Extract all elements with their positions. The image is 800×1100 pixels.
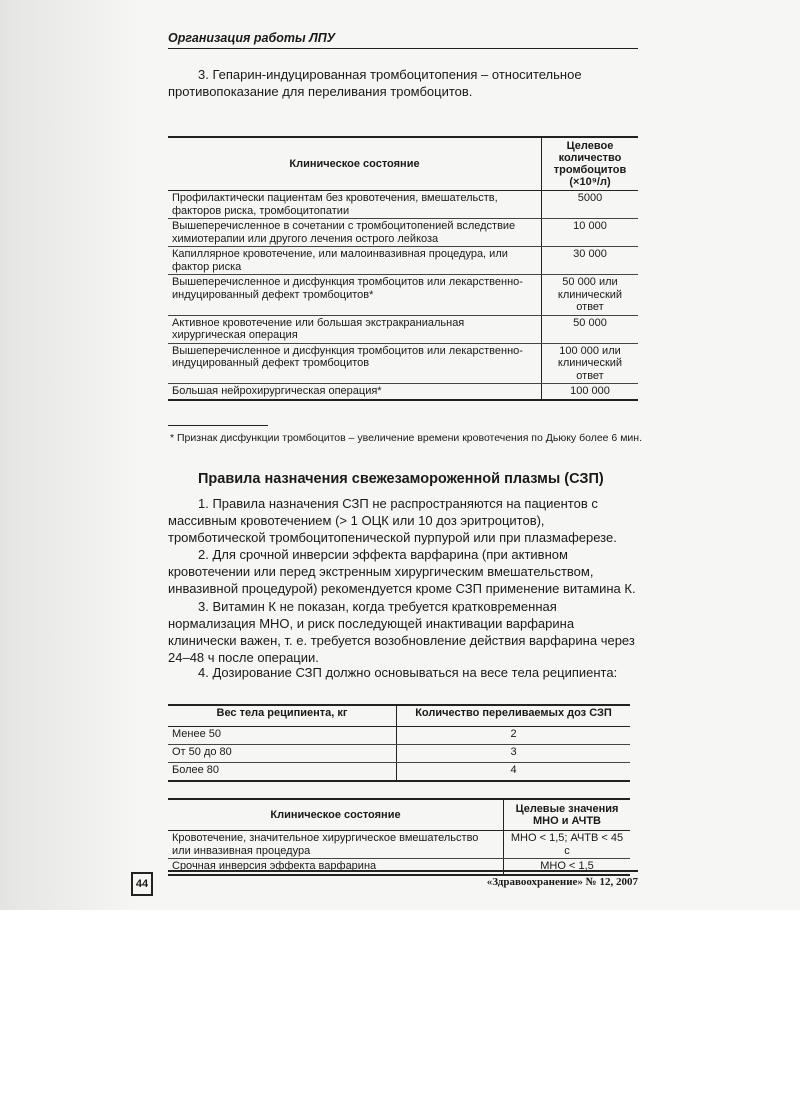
target-cell: 5000 (542, 191, 639, 219)
footnote-divider (168, 425, 268, 426)
running-header: Организация работы ЛПУ (168, 28, 638, 49)
table-row (168, 343, 638, 384)
target-cell: 100 000 или клинический ответ (542, 343, 639, 384)
condition-cell: Вышеперечисленное и дисфункция тромбоцитов или лекарственно-индуцированный дефект тромбоцитов (168, 343, 542, 384)
platelet-target-table (168, 136, 638, 401)
page-number: 44 (131, 872, 153, 896)
paragraph-2: 2. Для срочной инверсии эффекта варфарина (при активном кровотечении или перед экстренным хирургическим вмешательством, инвазивной процедурой) рекомендуется кроме СЗП применение витамина К. (168, 547, 636, 596)
weight-cell: От 50 до 80 (168, 745, 397, 763)
condition-cell: Большая нейрохирургическая операция* (172, 385, 382, 397)
target-cell: 50 000 (542, 315, 639, 343)
inr-table-header-target: Целевые значения МНО и АЧТВ (504, 799, 631, 831)
dose-table-header-doses: Количество переливаемых доз СЗП (397, 705, 631, 727)
paragraph-3: 3. Витамин К не показан, когда требуется кратковременная нормализация МНО, и риск последующей инактивации варфарина клинически важен, т. е. требуется возобновление действия варфарина через 24–48 ч после операции. (168, 599, 635, 665)
paragraph-1: 1. Правила назначения СЗП не распространяются на пациентов с массивным кровотечением (> 1 ОЦК или 10 доз эритроцитов), тромботической тромбоцитопенической пурпурой или при плазмаферезе. (168, 496, 617, 545)
target-cell: МНО < 1,5; АЧТВ < 45 с (504, 831, 631, 859)
platelet-table-header-target: Целевое количество тромбоцитов (×10⁹/л) (542, 137, 639, 191)
table-row (168, 219, 638, 247)
dose-table-header-weight: Вес тела реципиента, кг (168, 705, 397, 727)
table-row (168, 831, 630, 859)
condition-cell: Срочная инверсия эффекта варфарина (172, 860, 377, 872)
inr-target-table (168, 798, 630, 876)
weight-cell: Более 80 (172, 764, 220, 776)
scan-margin (0, 910, 800, 1100)
target-cell: 10 000 (542, 219, 639, 247)
paragraph-4: 4. Дозирование СЗП должно основываться на весе тела реципиента: (198, 665, 618, 680)
section-title: Правила назначения свежезамороженной плазмы (СЗП) (198, 471, 604, 487)
ffp-dose-table (168, 704, 630, 782)
platelet-table-header-condition: Клиническое состояние (168, 137, 542, 191)
footer-divider (168, 870, 638, 872)
inr-table-header-condition: Клиническое состояние (168, 799, 504, 831)
table-row (168, 727, 630, 745)
table-row (168, 384, 638, 400)
doses-cell: 2 (397, 727, 631, 745)
journal-citation: «Здравоохранение» № 12, 2007 (486, 876, 638, 888)
condition-cell: Кровотечение, значительное хирургическое вмешательство или инвазивная процедура (168, 831, 504, 859)
intro-paragraph: 3. Гепарин-индуцированная тромбоцитопения – относительное противопоказание для переливания тромбоцитов. (168, 67, 582, 99)
condition-cell: Вышеперечисленное в сочетании с тромбоцитопенией вследствие химиотерапии или другого лечения острого лейкоза (168, 219, 542, 247)
condition-cell: Активное кровотечение или большая экстракраниальная хирургическая операция (168, 315, 542, 343)
table-row (168, 745, 630, 763)
table-row (168, 191, 638, 219)
table-row (168, 859, 630, 875)
condition-cell: Вышеперечисленное и дисфункция тромбоцитов или лекарственно-индуцированный дефект тромбоцитов* (168, 275, 542, 316)
doses-cell: 4 (397, 763, 631, 782)
target-cell: МНО < 1,5 (504, 859, 631, 875)
document-page (135, 28, 642, 898)
doses-cell: 3 (397, 745, 631, 763)
target-cell: 50 000 или клинический ответ (542, 275, 639, 316)
table-row (168, 247, 638, 275)
scan-shadow (0, 0, 140, 910)
target-cell: 100 000 (542, 384, 639, 400)
condition-cell: Капиллярное кровотечение, или малоинвазивная процедура, или фактор риска (168, 247, 542, 275)
footnote: * Признак дисфункции тромбоцитов – увеличение времени кровотечения по Дьюку более 6 мин. (170, 432, 642, 444)
table-row (168, 275, 638, 316)
condition-cell: Профилактически пациентам без кровотечения, вмешательств, факторов риска, тромбоцитопатии (168, 191, 542, 219)
table-row (168, 315, 638, 343)
table-row (168, 763, 630, 782)
target-cell: 30 000 (542, 247, 639, 275)
weight-cell: Менее 50 (168, 727, 397, 745)
